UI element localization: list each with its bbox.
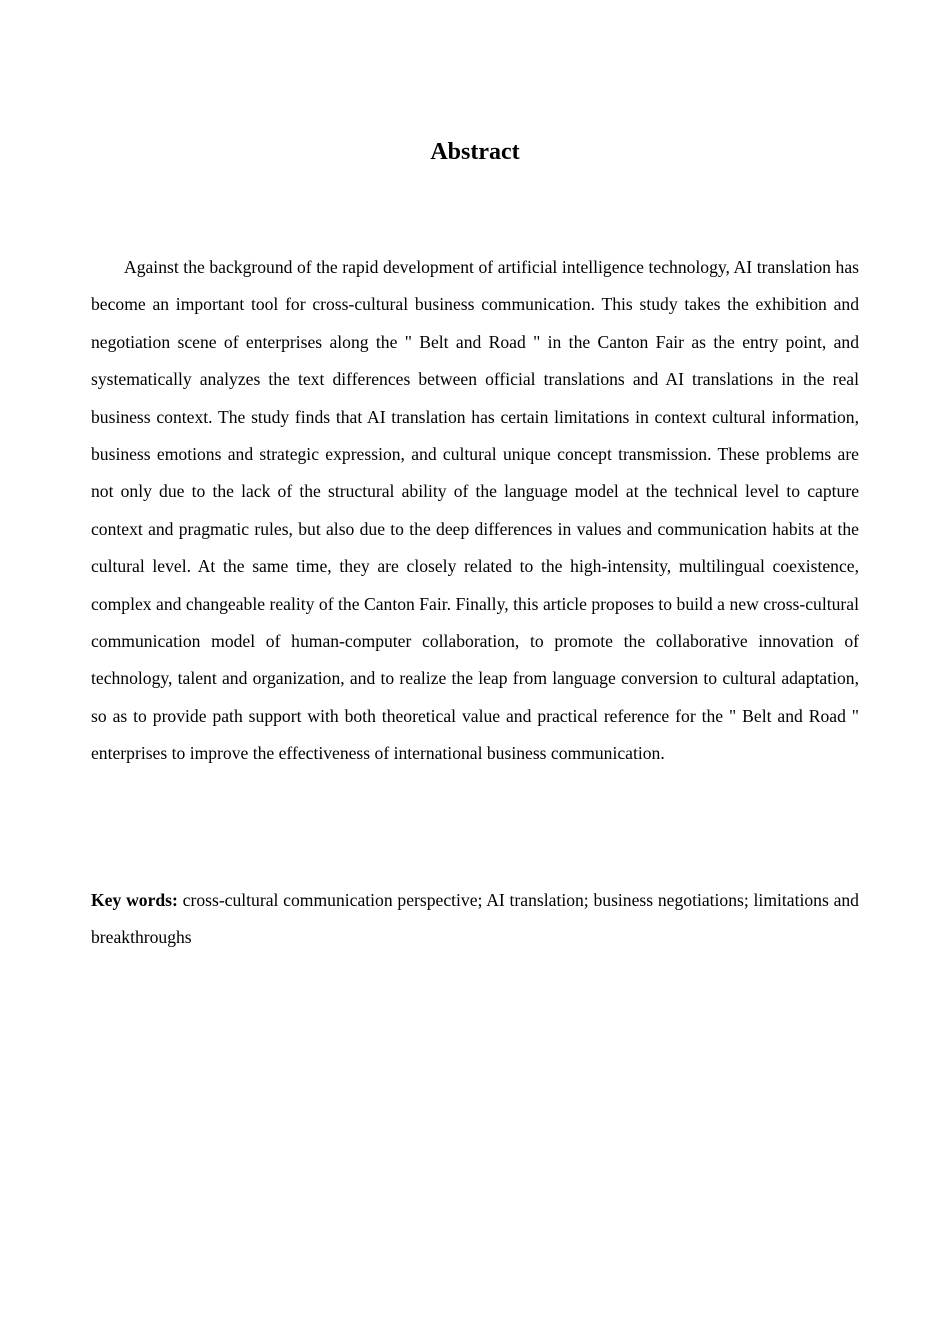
abstract-paragraph: Against the background of the rapid development of artificial intelligence technology, AI translation has become an important tool for cross-cultural business communication. This study takes the exhibition and negotiation scene of enterprises along the " Belt and Road " in the Canton Fair as the entry point, and systematically analyzes the text differences between official translations and AI translations in the real business context. The study finds that AI translation has certain limitations in context cultural information, business emotions and strategic expression, and cultural unique concept transmission. These problems are not only due to the lack of the structural ability of the language model at the technical level to capture context and pragmatic rules, but also due to the deep differences in values and communication habits at the cultural level. At the same time, they are closely related to the high-intensity, multilingual coexistence, complex and changeable reality of the Canton Fair. Finally, this article proposes to build a new cross-cultural communication model of human-computer collaboration, to promote the collaborative innovation of technology, talent and organization, and to realize the leap from language conversion to cultural adaptation, so as to provide path support with both theoretical value and practical reference for the " Belt and Road " enterprises to improve the effectiveness of international business communication. <box>91 257 859 764</box>
keywords-paragraph <box>91 882 859 957</box>
keywords-text: cross-cultural communication perspective; AI translation; business negotiations; limitations and breakthroughs <box>91 890 859 948</box>
keywords-label: Key words: <box>91 890 178 910</box>
page-title: Abstract <box>430 139 520 165</box>
